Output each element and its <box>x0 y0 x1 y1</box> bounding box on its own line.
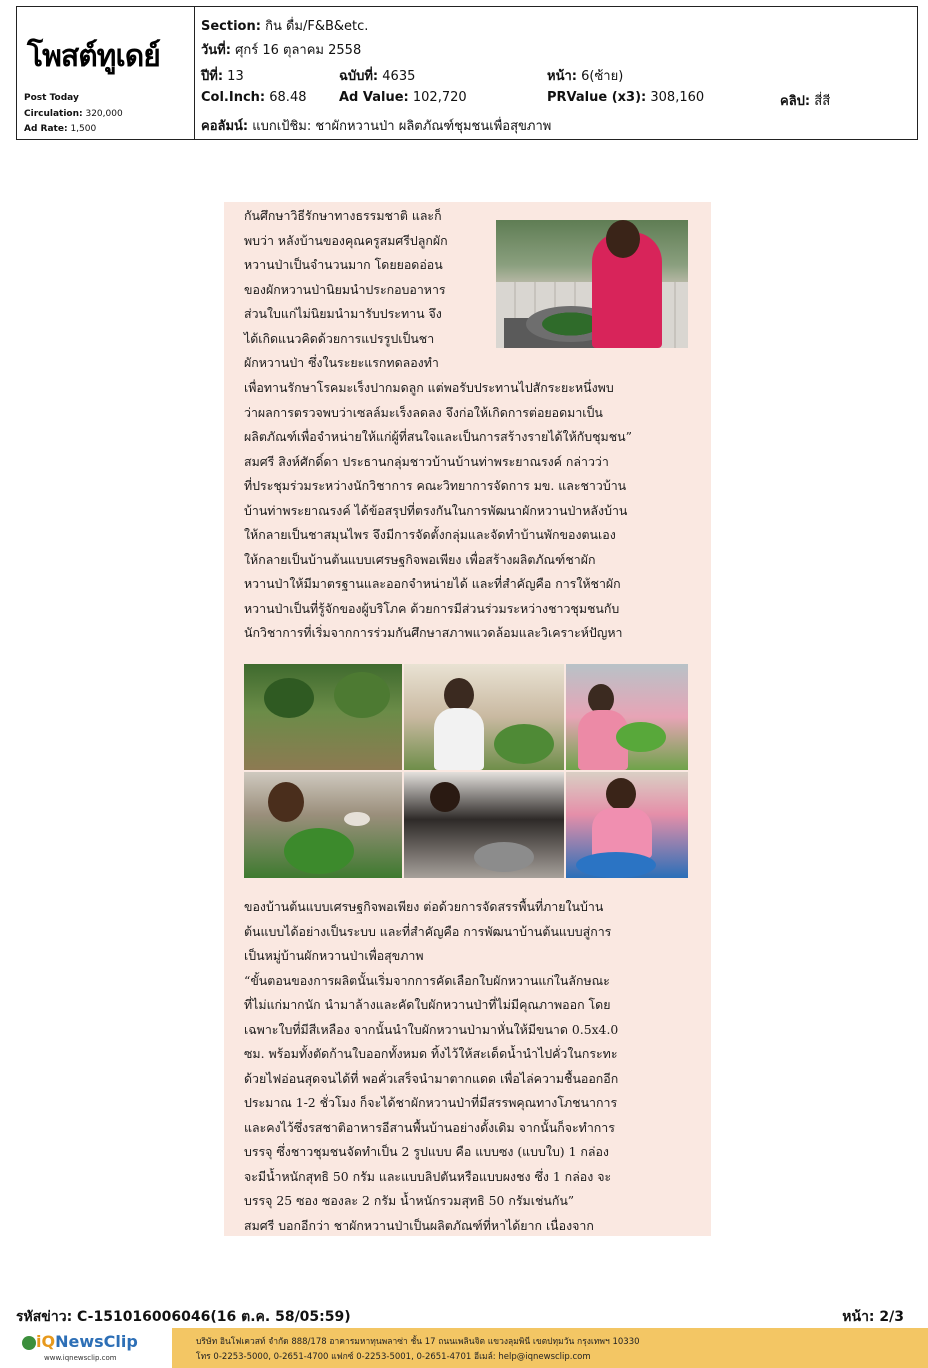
clip-field <box>780 90 830 111</box>
colinch-field <box>201 90 306 105</box>
article-line: เพื่อทานรักษาโรคมะเร็งปากมดลูก แต่พอรับประทานไปสักระยะหนึ่งพบ <box>244 380 614 395</box>
photo-tree <box>264 678 314 718</box>
article-line: ว่าผลการตรวจพบว่าเซลล์มะเร็งลดลง จึงก่อให้เกิดการต่อยอดมาเป็น <box>244 404 603 420</box>
brand-mark-icon <box>22 1336 36 1350</box>
colinch-value: 68.48 <box>269 90 307 105</box>
section-label: Section: <box>201 19 261 34</box>
photo-person-head <box>268 782 304 822</box>
photo-tree <box>334 672 390 718</box>
article-line: บรรจุ ซึ่งชาวชุมชนจัดทำเป็น 2 รูปแบบ คือ แบบซง (แบบใบ) 1 กล่อง <box>244 1144 609 1159</box>
issue-value: 4635 <box>382 69 416 84</box>
date-label: วันที่: <box>201 43 231 58</box>
publication-name: Post Today <box>24 93 79 103</box>
advalue-label: Ad Value: <box>339 90 409 105</box>
article-line: ผักหวานป่า ซึ่งในระยะแรกทดลองทำ <box>244 355 439 370</box>
news-code: รหัสข่าว: C-151016006046(16 ต.ค. 58/05:59) <box>16 1309 351 1325</box>
company-address: บริษัท อินโฟเควสท์ จำกัด 888/178 อาคารมหาทุนพลาซ่า ชั้น 17 ถนนเพลินจิต แขวงลุมพินี เขตปทุมวัน กรุงเทพฯ 10330 <box>196 1337 640 1347</box>
clipping-header <box>16 6 918 140</box>
article-line: ส่วนใบแก่ไม่นิยมนำมารับประทาน จึง <box>244 306 442 321</box>
date-row <box>201 39 361 60</box>
article-line: ให้กลายเป็นชาสมุนไพร จึงมีการจัดตั้งกลุ่มและจัดทำบ้านพักของตนเอง <box>244 527 616 542</box>
year-label: ปีที่: <box>201 69 224 84</box>
photo-person <box>434 708 484 770</box>
article-line: ซม. พร้อมทั้งตัดก้านใบออกทั้งหมด ทิ้งไว้ให้สะเด็ดน้ำนำไปคั่วในกระทะ <box>244 1046 618 1061</box>
year-field <box>201 65 244 86</box>
circulation-label: Circulation: <box>24 109 83 119</box>
article-line: ของบ้านต้นแบบเศรษฐกิจพอเพียง ต่อด้วยการจัดสรรพื้นที่ภายในบ้าน <box>244 899 604 914</box>
article-line: ที่ประชุมร่วมระหว่างนักวิชาการ คณะวิทยาการจัดการ มข. และชาวบ้าน <box>244 478 627 493</box>
article-line: ประมาณ 1-2 ชั่วโมง ก็จะได้ชาผักหวานป่าที่มีสรรพคุณทางโภชนาการ <box>244 1095 618 1110</box>
photo-leaves <box>616 722 666 752</box>
article-line: ต้นแบบได้อย่างเป็นระบบ และที่สำคัญคือ การพัฒนาบ้านต้นแบบสู่การ <box>244 923 612 939</box>
column-value: แบกเป้ชิม: ชาผักหวานป่า ผลิตภัณฑ์ชุมชนเพื่อสุขภาพ <box>252 119 552 134</box>
article-line: จะมีน้ำหนักสุทธิ 50 กรัม และแบบลิปตันหรือแบบผงชง ซึ่ง 1 กล่อง จะ <box>244 1168 612 1184</box>
article-line: หวานป่าเป็นจำนวนมาก โดยยอดอ่อน <box>244 257 443 272</box>
article-line: นักวิชาการที่เริ่มจากการร่วมกันศึกษาสภาพแวดล้อมและวิเคราะห์ปัญหา <box>244 625 623 640</box>
advalue-field <box>339 90 467 105</box>
photo-pot <box>474 842 534 872</box>
article-line: สมศรี บอกอีกว่า ชาผักหวานป่าเป็นผลิตภัณฑ์ที่หาได้ยาก เนื่องจาก <box>244 1217 594 1233</box>
photo-person-head <box>430 782 460 812</box>
photo-woman-cutting-leaves <box>566 772 688 878</box>
photo-basin <box>576 852 656 878</box>
article-line: ของผักหวานป่านิยมนำประกอบอาหาร <box>244 281 446 297</box>
column-row <box>201 115 551 136</box>
ad-rate-value: 1,500 <box>70 124 97 134</box>
company-contact: โทร 0-2253-5000, 0-2651-4700 แฟกซ์ 0-2253-5001, 0-2651-4701 อีเมล์: help@iqnewsclip.com <box>196 1352 591 1362</box>
photo-collage <box>244 664 688 878</box>
photo-woman-with-plants <box>404 664 564 770</box>
column-label: คอลัมน์: <box>201 119 249 134</box>
clip-label: คลิป: <box>780 94 811 109</box>
newspaper-logo: โพสต์ทูเดย์ <box>27 39 160 74</box>
colinch-label: Col.Inch: <box>201 90 266 105</box>
article-line: กันศึกษาวิธีรักษาทางธรรมชาติ และก็ <box>244 208 442 223</box>
issue-field <box>339 65 415 86</box>
article-line: บ้านท่าพระยาณรงค์ ได้ข้อสรุปที่ตรงกันในการพัฒนาผักหวานป่าหลังบ้าน <box>244 502 628 518</box>
article-line: หวานป่าให้มีมาตรฐานและออกจำหน่ายได้ และที่สำคัญคือ การให้ชาผัก <box>244 576 621 591</box>
date-value: ศุกร์ 16 ตุลาคม 2558 <box>235 43 362 58</box>
ad-rate <box>24 124 96 134</box>
article-line: บรรจุ 25 ซอง ซองละ 2 กรัม น้ำหนักรวมสุทธิ 50 กรัมเช่นกัน” <box>244 1193 575 1208</box>
circulation-value: 320,000 <box>85 109 123 119</box>
article-line: หวานป่าเป็นที่รู้จักของผู้บริโภค ด้วยการมีส่วนร่วมระหว่างชาวชุมชนกับ <box>244 600 620 616</box>
section-value: กิน ดื่ม/F&B&etc. <box>265 19 369 34</box>
article-line: เป็นหมู่บ้านผักหวานป่าเพื่อสุขภาพ <box>244 948 424 963</box>
photo-plants <box>494 724 554 764</box>
brand-rest: NewsClip <box>55 1332 138 1351</box>
page-field <box>547 65 623 86</box>
brand-url[interactable]: www.iqnewsclip.com <box>44 1354 117 1362</box>
prvalue-label: PRValue (x3): <box>547 90 647 105</box>
clip-value: สี่สี <box>814 94 831 109</box>
clip-metadata-panel <box>195 7 917 139</box>
article-line: เฉพาะใบที่มีสีเหลือง จากนั้นนำใบผักหวานป่ามาหั่นให้มีขนาด 0.5x4.0 <box>244 1021 619 1037</box>
brand-iq: iQ <box>36 1332 56 1351</box>
article-line: ผลิตภัณฑ์เพื่อจำหน่ายให้แก่ผู้ที่สนใจและเป็นการสร้างรายได้ให้กับชุมชน” <box>244 429 632 444</box>
photo-women-sorting-leaves <box>244 772 402 878</box>
photo-person-head <box>606 220 640 258</box>
photo-plate <box>344 812 370 826</box>
prvalue-value: 308,160 <box>650 90 705 105</box>
section-row <box>201 15 368 36</box>
photo-person <box>592 808 652 858</box>
article-clipping <box>224 202 711 1236</box>
page-label: หน้า: <box>547 69 577 84</box>
article-line: “ขั้นตอนของการผลิตนั้นเริ่มจากการคัดเลือกใบผักหวานแก่ในลักษณะ <box>244 972 610 988</box>
photo-vegetable-garden <box>244 664 402 770</box>
footer-bar <box>16 1328 928 1368</box>
publication-panel <box>17 7 195 139</box>
article-line: พบว่า หลังบ้านของคุณครูสมศรีปลูกผัก <box>244 232 448 248</box>
page-info: หน้า: 2/3 <box>842 1309 904 1325</box>
brand-name <box>36 1332 138 1351</box>
article-line: ด้วยไฟอ่อนสุดจนได้ที่ พอคั่วเสร็จนำมาตากแดด เพื่อไล่ความชื้นออกอีก <box>244 1070 619 1086</box>
article-line: ให้กลายเป็นบ้านต้นแบบเศรษฐกิจพอเพียง เพื่อสร้างผลิตภัณฑ์ชาผัก <box>244 551 596 567</box>
photo-person-head <box>606 778 636 810</box>
photo-woman-with-pots <box>404 772 564 878</box>
iqnewsclip-logo[interactable] <box>16 1328 172 1368</box>
issue-label: ฉบับที่: <box>339 69 379 84</box>
advalue-value: 102,720 <box>412 90 467 105</box>
article-line: และคงไว้ซึ่งรสชาติอาหารอีสานพื้นบ้านอย่างดั้งเดิม จากนั้นก็จะทำการ <box>244 1119 615 1135</box>
article-line: ที่ไม่แก่มากนัก นำมาล้างและคัดใบผักหวานป่าที่ไม่มีคุณภาพออก โดย <box>244 997 611 1012</box>
ad-rate-label: Ad Rate: <box>24 124 68 134</box>
photo-person-head <box>444 678 474 712</box>
article-line: สมศรี สิงห์ศักดิ์ดา ประธานกลุ่มชาวบ้านบ้านท่าพระยาณรงค์ กล่าวว่า <box>244 453 609 469</box>
prvalue-field <box>547 90 704 105</box>
article-line: ได้เกิดแนวคิดด้วยการแปรรูปเป็นชา <box>244 330 435 346</box>
photo-leaves <box>284 828 354 874</box>
year-value: 13 <box>227 69 244 84</box>
photo-woman-holding-leaves <box>566 664 688 770</box>
page-value: 6(ซ้าย) <box>581 69 624 84</box>
circulation <box>24 109 123 119</box>
photo-woman-roasting-tea <box>496 220 688 348</box>
